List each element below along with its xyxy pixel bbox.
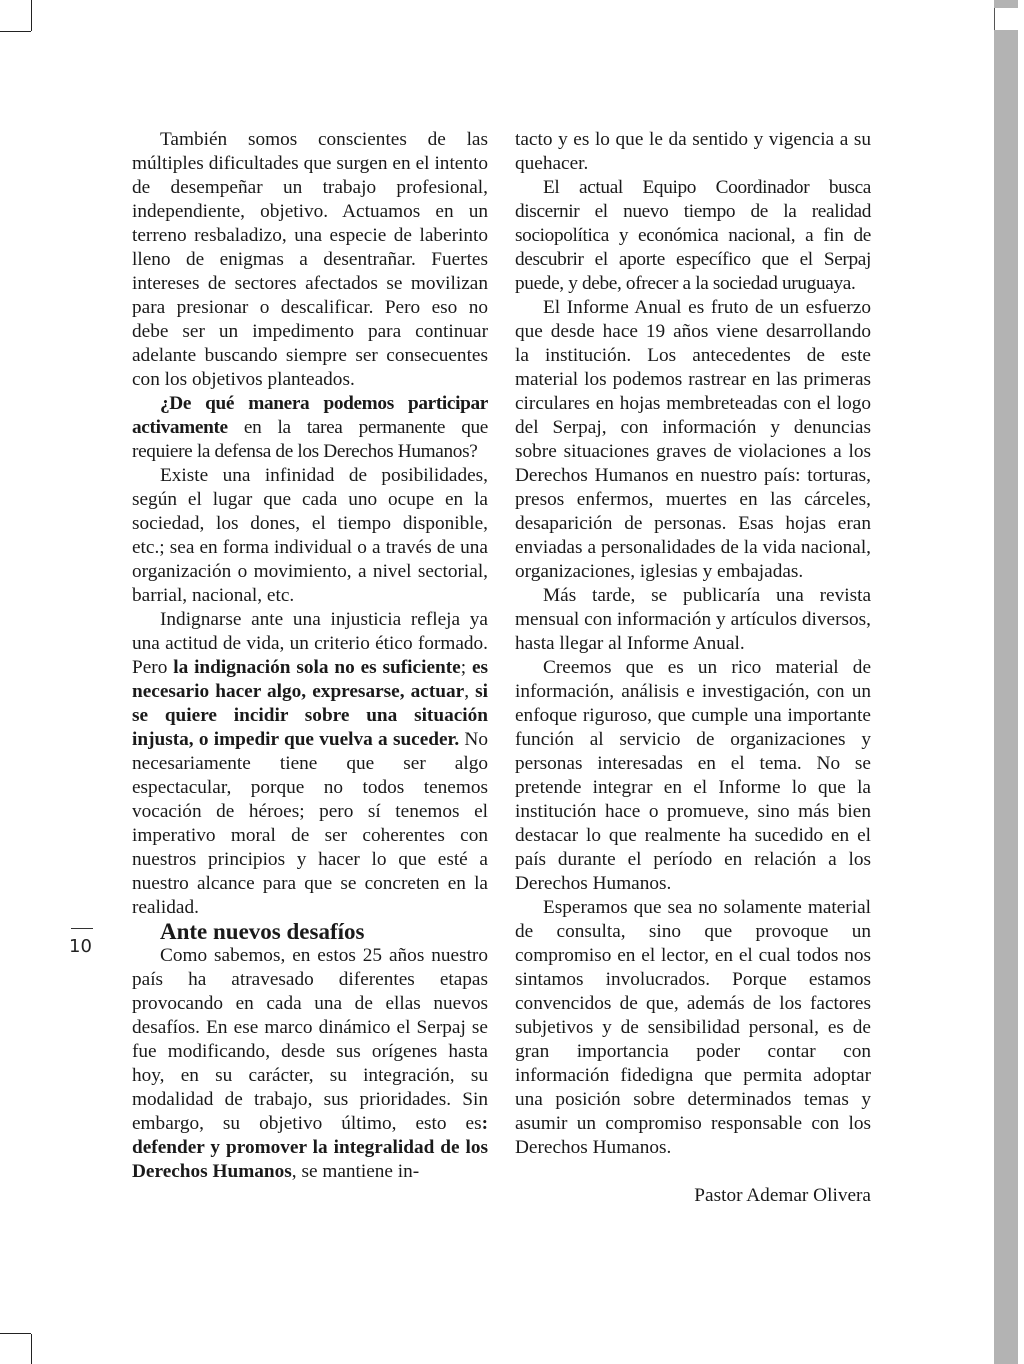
margin-bar <box>994 0 1018 1364</box>
paragraph: Más tarde, se publicaría una revista mensual con información y artículos diversos, hasta llegar al Informe Anual. <box>515 585 871 654</box>
bold-phrase: es necesario hacer algo, expresarse, actuar <box>132 657 488 702</box>
paragraph: ¿De qué manera podemos participar activamente en la tarea permanente que requiere la defensa de los Derechos Humanos? <box>132 393 488 462</box>
crop-mark-top-left-v <box>31 0 32 31</box>
page-number: 10 <box>69 936 92 957</box>
left-column <box>132 128 488 1184</box>
paragraph: Esperamos que sea no solamente material de consulta, sino que provoque un compromiso en el lector, en el cual todos nos sintamos involucrados. Porque estamos convencidos de que, además de los factores subjetivos y de sensibilidad personal, es de gran importancia poder contar con información fidedigna que permita adoptar una posición sobre determinados temas y asumir un compromiso responsable con los Derechos Humanos. <box>515 897 871 1158</box>
bold-phrase: la indignación sola no es suficiente <box>173 657 461 678</box>
bold-phrase: : defender y promover la integralidad de los Derechos Humanos <box>132 1113 488 1182</box>
section-heading: Ante nuevos desafíos <box>160 919 365 944</box>
page-number-rule <box>71 928 93 929</box>
bold-question: ¿De qué manera podemos participar activamente <box>132 393 488 438</box>
bold-phrase: si se quiere incidir sobre una situación injusta, o impedir que vuelva a suceder. <box>132 681 489 750</box>
paragraph: También somos conscientes de las múltiples dificultades que surgen en el intento de desempeñar un trabajo profesional, independiente, objetivo. Actuamos en un terreno resbaladizo, una especie de laberinto lleno de enigmas a desentrañar. Fuertes intereses de sectores afectados se movilizan para presionar o descalificar. Pero eso no debe ser un impedimento para continuar adelante buscando siempre ser consecuentes con los objetivos planteados. <box>132 129 488 390</box>
margin-bar-notch <box>994 8 1019 30</box>
paragraph-continued: tacto y es lo que le da sentido y vigencia a su quehacer. <box>515 129 871 174</box>
paragraph: Indignarse ante una injusticia refleja ya una actitud de vida, un criterio ético formado. Pero la indignación sola no es suficiente; es necesario hacer algo, expresarse, actuar, si se quiere incidir sobre una situación injusta, o impedir que vuelva a suceder. No necesariamente tiene que ser algo espectacular, porque no todos tenemos vocación de héroes; pero sí tenemos el imperativo moral de ser coherentes con nuestros principios y hacer lo que esté a nuestro alcance para que se concreten en la realidad. <box>132 609 489 918</box>
paragraph: El Informe Anual es fruto de un esfuerzo que desde hace 19 años viene desarrollando la institución. Los antecedentes de este material los podemos rastrear en las primeras circulares en hojas membreteadas con el logo del Serpaj, con información y denuncias sobre situaciones graves de violaciones a los Derechos Humanos en nuestro país: torturas, presos enfermos, muertes en las cárceles, desaparición de personas. Esas hojas eran enviadas a personalidades de la vida nacional, organizaciones, iglesias y embajadas. <box>515 297 871 582</box>
right-column <box>515 128 871 1208</box>
crop-mark-top-left-h <box>0 31 31 32</box>
paragraph: El actual Equipo Coordinador busca discernir el nuevo tiempo de la realidad sociopolítica y económica nacional, a fin de descubrir el aporte específico que el Serpaj puede, y debe, ofrecer a la sociedad uruguaya. <box>515 177 871 294</box>
author-signature: Pastor Ademar Olivera <box>694 1185 871 1206</box>
crop-mark-bottom-left-v <box>31 1334 32 1364</box>
paragraph: Como sabemos, en estos 25 años nuestro país ha atravesado diferentes etapas provocando en cada una de ellas nuevos desafíos. En ese marco dinámico el Serpaj se fue modificando, desde sus orígenes hasta hoy, en su carácter, su integración, su modalidad de trabajo, sus prioridades. Sin embargo, su objetivo último, esto es: defender y promover la integralidad de los Derechos Humanos, se mantiene in- <box>132 945 488 1182</box>
paragraph: Creemos que es un rico material de información, análisis e investigación, con un enfoque riguroso, que cumple una importante función al servicio de organizaciones y personas interesadas en el tema. No se pretende integrar en el Informe lo que la institución hace o promueve, sino más bien destacar lo que realmente ha sucedido en el país durante el período en relación a los Derechos Humanos. <box>515 657 871 894</box>
crop-mark-bottom-left-h <box>0 1333 31 1334</box>
paragraph: Existe una infinidad de posibilidades, según el lugar que cada uno ocupe en la sociedad, los dones, el tiempo disponible, etc.; sea en forma individual o a través de una organización o movimiento, a nivel sectorial, barrial, nacional, etc. <box>132 465 488 606</box>
